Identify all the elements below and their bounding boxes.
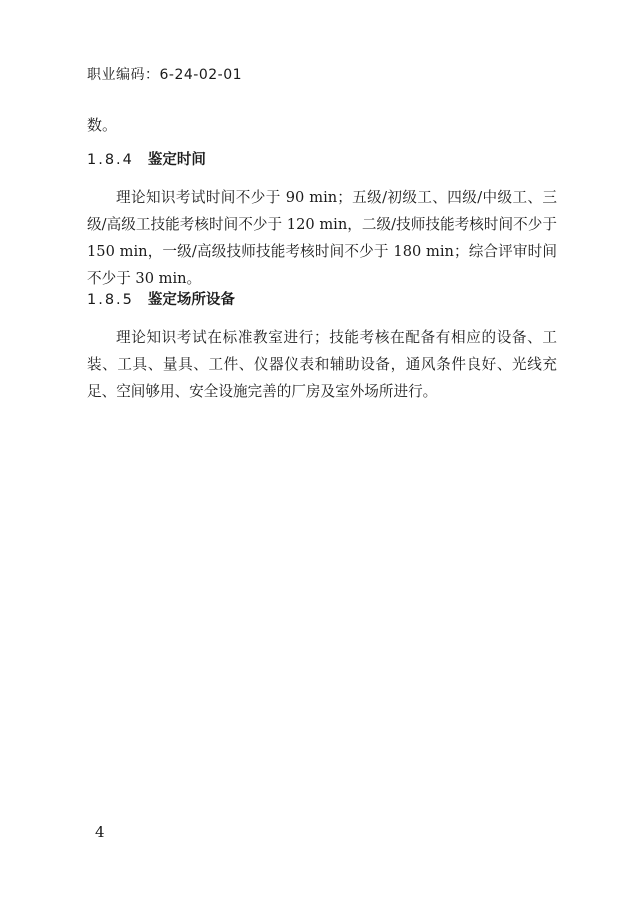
section-title: 鉴定场所设备 [147, 292, 235, 308]
page-number: 4 [95, 823, 105, 841]
section-heading [87, 148, 557, 169]
section-title: 鉴定时间 [147, 152, 206, 168]
section-1-8-5 [87, 288, 557, 405]
continuation-text: 数。 [87, 116, 118, 134]
section-heading [87, 288, 557, 309]
occupation-code-header: 职业编码：6-24-02-01 [87, 67, 243, 83]
section-paragraph: 理论知识考试时间不少于 90 min；五级/初级工、四级/中级工、三级/高级工技能考核时间不少于 120 min，二级/技师技能考核时间不少于 150 min，一级/高级技师技能考核时间不少于 180 min；综合评审时间不少于 30 min。 [87, 189, 557, 287]
section-number: 1.8.5 [87, 292, 134, 308]
section-number: 1.8.4 [87, 152, 134, 168]
section-1-8-4 [87, 148, 557, 292]
section-paragraph: 理论知识考试在标准教室进行；技能考核在配备有相应的设备、工装、工具、量具、工件、仪器仪表和辅助设备，通风条件良好、光线充足、空间够用、安全设施完善的厂房及室外场所进行。 [87, 329, 557, 400]
